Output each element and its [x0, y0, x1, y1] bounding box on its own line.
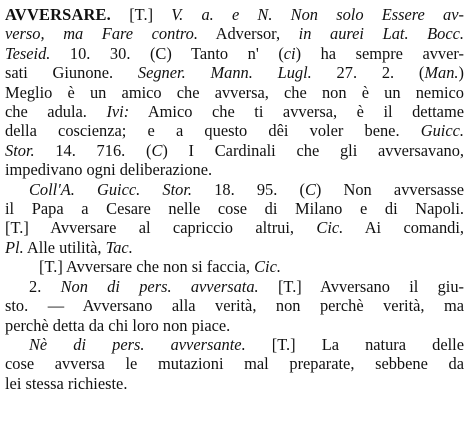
body-text: perchè detta da chi loro non piace. — [5, 315, 231, 335]
body-text: impedivano ogni deliberazione. — [5, 160, 213, 180]
body-text: [T.] Avversare che non si faccia, — [39, 257, 255, 277]
body-text: che adula. — [5, 102, 107, 122]
body-text: [T.] — [111, 5, 172, 24]
body-text: 14. 716. ( — [34, 140, 152, 160]
italic-text: Pl. — [5, 237, 24, 257]
body-text: il Papa a Cesare nelle cose di Milano e di Napoli. — [5, 199, 464, 219]
entry-line — [5, 238, 464, 257]
italic-text: Cic. — [254, 257, 281, 277]
entry-line — [5, 218, 464, 237]
body-text: Alle utilità, — [23, 237, 106, 257]
entry-line — [5, 316, 464, 335]
italic-text: Ivi: — [106, 102, 130, 122]
entry-line — [5, 160, 464, 179]
body-text: Ai comandi, — [343, 218, 464, 238]
italic-text: in aurei Lat. Bocc. — [298, 24, 464, 44]
body-text: cose avversa le mutazioni mal preparate, sebbene da — [5, 354, 464, 374]
italic-text: Guicc. — [420, 121, 464, 141]
italic-text: Segner. Mann. Lugl. — [137, 63, 312, 83]
entry-line-subsense — [5, 335, 464, 354]
entry-line — [5, 199, 464, 218]
entry-line-headword — [5, 5, 464, 24]
body-text: 2. — [29, 276, 61, 296]
headword: AVVERSARE. — [5, 5, 111, 24]
italic-text: ci — [283, 43, 296, 63]
body-text: della coscienza; e a questo dêi voler bene. — [5, 121, 421, 141]
body-text: Adversor, — [197, 24, 299, 44]
italic-text: Stor. — [5, 140, 35, 160]
entry-line-coll — [5, 180, 464, 199]
body-text: lei stessa richieste. — [5, 373, 128, 393]
body-text: 18. 95. ( — [192, 179, 305, 199]
entry-line — [5, 257, 464, 276]
body-text: ) — [458, 63, 464, 83]
body-text: sati Giunone. — [5, 63, 138, 83]
entry-line — [5, 24, 464, 43]
body-text: ) Non avversasse — [315, 179, 464, 199]
body-text: [T.] Avversano il giu- — [258, 276, 464, 296]
entry-line — [5, 63, 464, 82]
italic-text: V. a. e N. Non solo Essere av- — [171, 5, 464, 24]
entry-line-sense-2 — [5, 277, 464, 296]
body-text: ) I Cardinali che gli avversavano, — [162, 140, 464, 160]
italic-text: C — [151, 140, 163, 160]
body-text: Amico che ti avversa, è il dettame — [129, 102, 464, 122]
italic-text: Coll'A. Guicc. Stor. — [29, 179, 193, 199]
dictionary-entry-avversare — [5, 5, 464, 393]
body-text: 27. 2. ( — [311, 63, 425, 83]
body-text: sto. — Avversano alla verità, non perchè verità, ma — [5, 296, 464, 316]
italic-text: Nè di pers. avversante. — [29, 334, 246, 354]
italic-text: Cic. — [316, 218, 344, 238]
entry-line — [5, 374, 464, 393]
entry-line — [5, 354, 464, 373]
italic-text: Non di pers. avversata. — [60, 276, 259, 296]
entry-line — [5, 141, 464, 160]
entry-line — [5, 83, 464, 102]
body-text: 10. 30. (C) Tanto n' ( — [50, 43, 284, 63]
entry-line — [5, 102, 464, 121]
italic-text: verso, ma Fare contro. — [5, 24, 198, 44]
entry-line — [5, 296, 464, 315]
body-text: ) ha sempre avver- — [295, 43, 464, 63]
body-text: [T.] Avversare al capriccio altrui, — [5, 218, 317, 238]
entry-line — [5, 44, 464, 63]
italic-text: C — [304, 179, 316, 199]
entry-line — [5, 121, 464, 140]
italic-text: Teseid. — [5, 43, 51, 63]
italic-text: Tac. — [105, 237, 133, 257]
body-text: [T.] La natura delle — [245, 334, 464, 354]
italic-text: Man. — [424, 63, 459, 83]
body-text: Meglio è un amico che avversa, che non è un nemico — [5, 82, 464, 102]
